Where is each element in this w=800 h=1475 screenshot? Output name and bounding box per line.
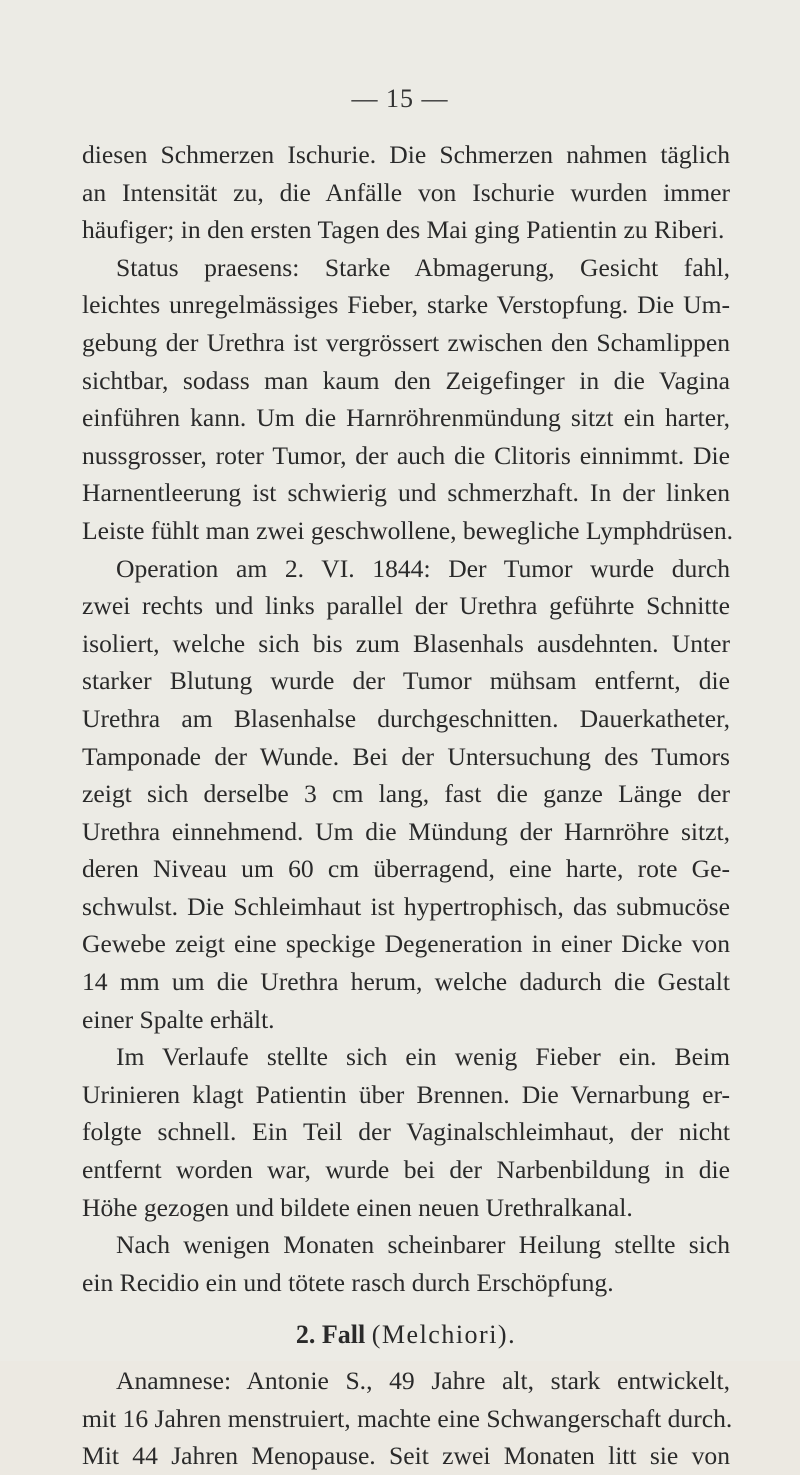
- text-line: Operation am 2. VI. 1844: Der Tumor wurde durch: [116, 553, 730, 583]
- text-line: einführen kann. Um die Harnröhrenmündung sitzt ein harter,: [82, 403, 730, 433]
- text-line: Tamponade der Wunde. Bei der Untersuchung des Tumors: [82, 741, 730, 771]
- text-line: zeigt sich derselbe 3 cm lang, fast die ganze Länge der: [82, 779, 730, 809]
- text-line: deren Niveau um 60 cm überragend, eine harte, rote Ge-: [82, 854, 730, 884]
- text-line: Leiste fühlt man zwei geschwollene, bewegliche Lymphdrüsen.: [82, 515, 734, 545]
- text-line: Mit 44 Jahren Menopause. Seit zwei Monaten litt sie von: [82, 1441, 730, 1471]
- text-line: diesen Schmerzen Ischurie. Die Schmerzen nahmen täglich: [82, 140, 730, 169]
- body-text: [82, 136, 734, 1475]
- text-line: Urinieren klagt Patientin über Brennen. Die Vernarbung er-: [82, 1079, 730, 1109]
- text-line: leichtes unregelmässiges Fieber, starke Verstopfung. Die Um-: [82, 290, 730, 320]
- text-line: Anamnese: Antonie S., 49 Jahre alt, stark entwickelt,: [116, 1366, 730, 1395]
- text-line: Harnentleerung ist schwierig und schmerzhaft. In der linken: [82, 478, 730, 508]
- text-line: gebung der Urethra ist vergrössert zwischen den Schamlippen: [82, 327, 730, 357]
- case-number: 2. Fall: [295, 1320, 366, 1350]
- case-author: (Melchiori).: [371, 1320, 517, 1350]
- text-line: 14 mm um die Urethra herum, welche dadurch die Gestalt: [82, 967, 730, 997]
- text-line: mit 16 Jahren menstruiert, machte eine Schwangerschaft durch.: [82, 1403, 733, 1433]
- page-number: — 15 —: [351, 84, 449, 113]
- text-line: isoliert, welche sich bis zum Blasenhals ausdehnten. Unter: [82, 628, 730, 658]
- text-line: ein Recidio ein und tötete rasch durch Erschöpfung.: [82, 1267, 614, 1297]
- text-line: Urethra am Blasenhalse durchgeschnitten. Dauerkatheter,: [82, 703, 730, 733]
- text-line: starker Blutung wurde der Tumor mühsam entfernt, die: [82, 666, 730, 696]
- text-line: entfernt worden war, wurde bei der Narbenbildung in die: [82, 1155, 730, 1185]
- section-heading: [82, 1316, 730, 1354]
- text-line: Gewebe zeigt eine speckige Degeneration in einer Dicke von: [82, 929, 730, 959]
- text-line: sichtbar, sodass man kaum den Zeigefinger in die Vagina: [82, 365, 730, 395]
- text-line: Urethra einnehmend. Um die Mündung der Harnröhre sitzt,: [82, 816, 730, 846]
- text-line: einer Spalte erhält.: [82, 1004, 275, 1034]
- text-line: Nach wenigen Monaten scheinbarer Heilung stellte sich: [116, 1230, 730, 1260]
- text-line: folgte schnell. Ein Teil der Vaginalschleimhaut, der nicht: [82, 1117, 730, 1147]
- text-line: häufiger; in den ersten Tagen des Mai ging Patientin zu Riberi.: [82, 215, 725, 245]
- text-line: Im Verlaufe stellte sich ein wenig Fieber ein. Beim: [116, 1042, 730, 1072]
- text-line: Höhe gezogen und bildete einen neuen Urethralkanal.: [82, 1192, 633, 1222]
- text-line: Status praesens: Starke Abmagerung, Gesicht fahl,: [116, 252, 730, 282]
- text-line: nussgrosser, roter Tumor, der auch die Clitoris einnimmt. Die: [82, 440, 730, 470]
- text-line: an Intensität zu, die Anfälle von Ischurie wurden immer: [82, 177, 730, 207]
- text-line: schwulst. Die Schleimhaut ist hypertrophisch, das submucöse: [82, 891, 730, 921]
- text-line: zwei rechts und links parallel der Urethra geführte Schnitte: [82, 591, 730, 621]
